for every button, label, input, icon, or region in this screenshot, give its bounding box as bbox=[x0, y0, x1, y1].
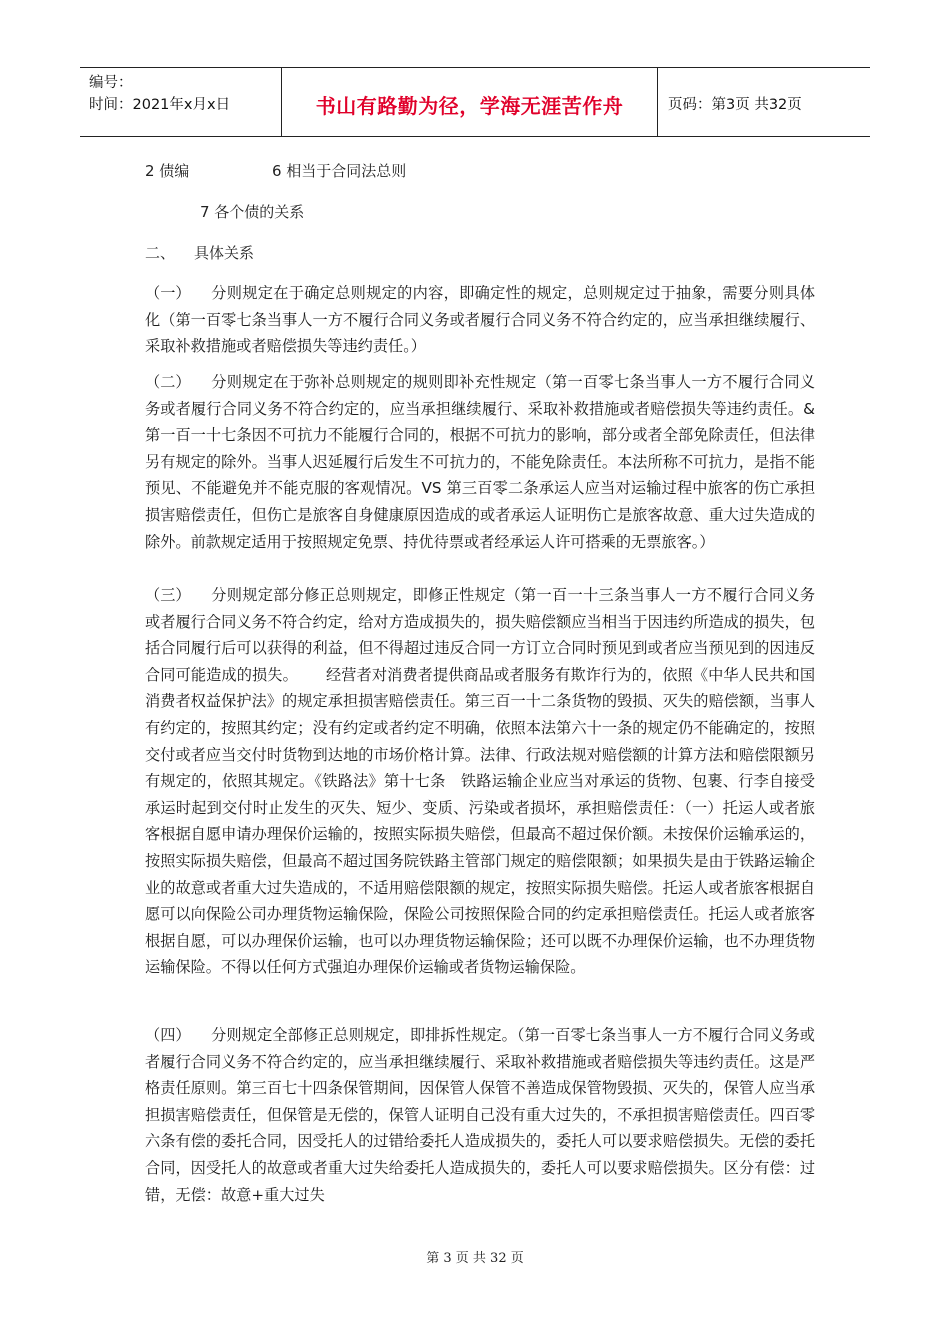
header-meta-cell bbox=[80, 68, 282, 136]
paragraph-text: 经营者对消费者提供商品或者服务有欺诈行为的，依照《中华人民共和国消费者权益保护法》的规定承担损害赔偿责任。第三百一十二条货物的毁损、灭失的赔偿额，当事人有约定的，按照其约定；没有约定或者约定不明确，依照本法第六十一条的规定仍不能确定的，按照交付或者应当交付时货物到达地的市场价格计算。法律、行政法规对赔偿额的计算方法和赔偿限额另有规定的，依照其规定。《铁路法》第十七条 铁路运输企业应当对承运的货物、包裹、行李自接受承运时起到交付时止发生的灭失、短少、变质、污染或者损坏，承担赔偿责任：（一）托运人或者旅客根据自愿申请办理保价运输的，按照实际损失赔偿，但最高不超过保价额。未按保价运输承运的，按照实际损失赔偿，但最高不超过国务院铁路主管部门规定的赔偿限额；如果损失是由于铁路运输企业的故意或者重大过失造成的，不适用赔偿限额的规定，按照实际损失赔偿。托运人或者旅客根据自愿可以向保险公司办理货物运输保险，保险公司按照保险合同的约定承担赔偿责任。托运人或者旅客根据自愿，可以办理保价运输，也可以办理货物运输保险；还可以既不办理保价运输，也不办理货物运输保险。不得以任何方式强迫办理保价运输或者货物运输保险。 bbox=[145, 665, 816, 977]
section-number: 二、 bbox=[145, 244, 176, 262]
outline-item-7: 7 各个债的关系 bbox=[200, 203, 305, 221]
paragraph-label: （二） bbox=[145, 373, 191, 391]
paragraph-2 bbox=[145, 369, 815, 555]
ampersand-symbol: & bbox=[803, 399, 815, 418]
header-page-cell bbox=[658, 68, 870, 136]
paragraph-label: （一） bbox=[145, 284, 191, 302]
motto: 书山有路勤为径，学海无涯苦作舟 bbox=[315, 94, 624, 118]
paragraph-1 bbox=[145, 280, 815, 360]
versus-marker: VS bbox=[421, 479, 442, 498]
paragraph-text: 分则规定在于确定总则规定的内容，即确定性的规定，总则规定过于抽象，需要分则具体化（第一百零七条当事人一方不履行合同义务或者履行合同义务不符合约定的，应当承担继续履行、采取补救措施或者赔偿损失等违约责任。） bbox=[145, 284, 815, 356]
paragraph-label: （三） bbox=[145, 586, 191, 604]
paragraph-4 bbox=[145, 1022, 815, 1208]
serial-number-label: 编号： bbox=[89, 75, 133, 91]
paragraph-text: 分则规定全部修正总则规定，即排拆性规定。（第一百零七条当事人一方不履行合同义务或者履行合同义务不符合约定的，应当承担继续履行、采取补救措施或者赔偿损失等违约责任。这是严格责任原则。第三百七十四条保管期间，因保管人保管不善造成保管物毁损、灭失的，保管人应当承担损害赔偿责任，但保管是无偿的，保管人证明自己没有重大过失的，不承担损害赔偿责任。四百零六条有偿的委托合同，因受托人的过错给委托人造成损失的，委托人可以要求赔偿损失。无偿的委托合同，因受托人的故意或者重大过失给委托人造成损失的，委托人可以要求赔偿损失。区分有偿：过错，无偿：故意+重大过失 bbox=[145, 1026, 815, 1204]
outline-item-6: 6 相当于合同法总则 bbox=[272, 162, 407, 180]
paragraph-text: 第三百零二条承运人应当对运输过程中旅客的伤亡承担损害赔偿责任，但伤亡是旅客自身健康原因造成的或者承运人证明伤亡是旅客故意、重大过失造成的除外。前款规定适用于按照规定免票、持优待票或者经承运人许可搭乘的无票旅客。） bbox=[145, 479, 816, 551]
section-title: 具体关系 bbox=[194, 244, 255, 262]
outline-item-2: 2 债编 bbox=[145, 162, 190, 180]
paragraph-text: 第一百一十七条因不可抗力不能履行合同的，根据不可抗力的影响，部分或者全部免除责任，但法律另有规定的除外。当事人迟延履行后发生不可抗力的，不能免除责任。本法所称不可抗力，是指不能预见、不能避免并不能克服的客观情况。 bbox=[145, 426, 815, 498]
paragraph-3 bbox=[145, 582, 815, 981]
paragraph-text: 分则规定在于弥补总则规定的规则即补充性规定（第一百零七条当事人一方不履行合同义务或者履行合同义务不符合约定的，应当承担继续履行、采取补救措施或者赔偿损失等违约责任。 bbox=[145, 373, 815, 418]
paragraph-label: （四） bbox=[145, 1026, 191, 1044]
page-footer: 第 3 页 共 32 页 bbox=[426, 1251, 524, 1266]
document-header bbox=[80, 67, 870, 137]
paragraph-text: 分则规定部分修正总则规定，即修正性规定（第一百一十三条当事人一方不履行合同义务或者履行合同义务不符合约定，给对方造成损失的，损失赔偿额应当相当于因违约所造成的损失，包括合同履行后可以获得的利益，但不得超过违反合同一方订立合同时预见到或者应当预见到的因违反合同可能造成的损失。 bbox=[145, 586, 815, 684]
header-motto-cell bbox=[282, 68, 658, 136]
date-line: 时间：2021年x月x日 bbox=[89, 97, 231, 113]
page-info: 页码：第3页 共32页 bbox=[668, 97, 802, 113]
